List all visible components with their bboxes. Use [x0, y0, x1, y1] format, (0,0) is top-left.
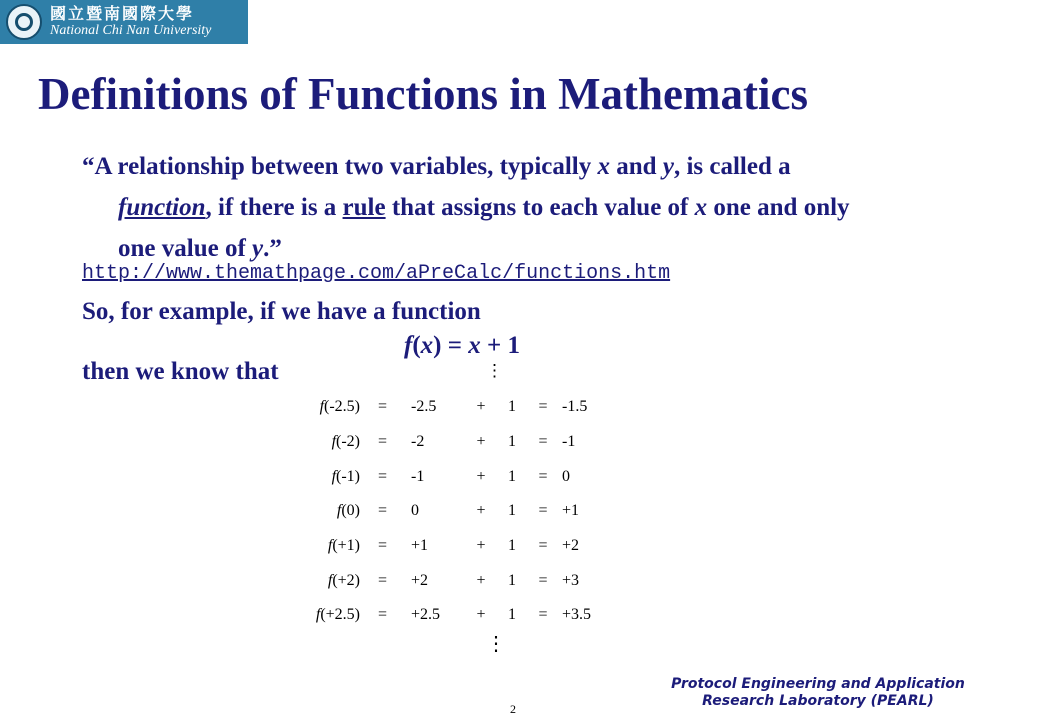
cell-eq2: = — [538, 433, 548, 451]
cell-plus: + — [476, 606, 486, 624]
table-row — [290, 598, 632, 633]
table-row — [290, 494, 632, 529]
quote-text: one and only one value of — [118, 194, 850, 262]
cell-res: +3 — [562, 571, 580, 589]
cell-one: 1 — [508, 502, 516, 520]
page-number: 2 — [510, 702, 516, 716]
quote-var-x: x — [597, 153, 611, 180]
ellipsis-top-icon: ⋮ — [486, 361, 503, 380]
quote-text: , if there is a — [205, 194, 343, 221]
cell-name: f(-2.5) — [319, 398, 360, 416]
cell-eq: = — [377, 398, 388, 416]
cell-x: -2 — [411, 433, 425, 451]
cell-res: -1 — [562, 433, 576, 451]
cell-eq2: = — [538, 571, 548, 589]
cell-name: f(-1) — [331, 467, 360, 485]
definition-quote — [82, 146, 878, 269]
cell-res: +2 — [562, 537, 580, 555]
cell-x: +1 — [411, 537, 429, 555]
cell-x: -2.5 — [411, 398, 437, 416]
cell-eq2: = — [538, 537, 548, 555]
ellipsis-bottom-icon: ⋮ — [486, 633, 506, 655]
cell-plus: + — [476, 537, 486, 555]
cell-eq: = — [377, 433, 388, 451]
cell-eq: = — [377, 467, 388, 485]
university-logo — [0, 0, 248, 44]
cell-eq: = — [377, 537, 388, 555]
university-seal-icon — [6, 4, 42, 40]
footer-line: Research Laboratory (PEARL) — [702, 693, 934, 709]
table-row — [290, 459, 632, 494]
source-link[interactable]: http://www.themathpage.com/aPreCalc/functions.htm — [82, 262, 671, 285]
table-row — [290, 425, 632, 460]
function-formula — [404, 332, 520, 360]
cell-eq2: = — [538, 502, 548, 520]
cell-plus: + — [476, 433, 486, 451]
cell-plus: + — [476, 398, 486, 416]
table-row — [290, 563, 632, 598]
cell-x: +2 — [411, 571, 429, 589]
cell-res: 0 — [562, 467, 570, 485]
cell-res: +3.5 — [562, 606, 592, 624]
slide-title: Definitions of Functions in Mathematics — [38, 69, 808, 119]
cell-res: +1 — [562, 502, 580, 520]
cell-one: 1 — [508, 606, 516, 624]
cell-one: 1 — [508, 467, 516, 485]
cell-plus: + — [476, 571, 486, 589]
cell-x: -1 — [411, 467, 425, 485]
formula-text: ( — [412, 332, 421, 359]
cell-x: +2.5 — [411, 606, 441, 624]
cell-one: 1 — [508, 571, 516, 589]
rule-keyword: rule — [342, 194, 386, 221]
formula-text: ) = — [433, 332, 469, 359]
footer-lab-name — [648, 676, 988, 710]
quote-text: and — [610, 153, 663, 180]
cell-plus: + — [476, 467, 486, 485]
cell-eq: = — [377, 606, 388, 624]
quote-text: that assigns to each value of — [385, 194, 695, 221]
example-intro: So, for example, if we have a function — [82, 298, 481, 325]
cell-eq: = — [377, 571, 388, 589]
cell-eq: = — [377, 502, 388, 520]
cell-plus: + — [476, 502, 486, 520]
cell-res: -1.5 — [562, 398, 588, 416]
cell-name: f(+2) — [327, 571, 360, 589]
cell-eq2: = — [538, 606, 548, 624]
formula-x: x — [420, 332, 434, 359]
then-text: then we know that — [82, 358, 279, 385]
formula-text: + 1 — [480, 332, 520, 359]
logo-english-name: National Chi Nan University — [50, 23, 212, 39]
quote-text: “A relationship between two variables, typically — [82, 153, 598, 180]
formula-f: f — [404, 332, 413, 359]
logo-chinese-name: 國立暨南國際大學 — [50, 3, 195, 23]
quote-text: , is called a — [673, 153, 791, 180]
logo-text — [50, 5, 211, 39]
quote-text: .” — [263, 235, 282, 262]
quote-var-y: y — [662, 153, 674, 180]
quote-var-y: y — [252, 235, 264, 262]
cell-name: f(+2.5) — [315, 606, 360, 624]
cell-name: f(+1) — [327, 537, 360, 555]
formula-x: x — [468, 332, 481, 359]
cell-one: 1 — [508, 398, 516, 416]
cell-one: 1 — [508, 433, 516, 451]
function-keyword: function — [118, 194, 206, 221]
function-values-table — [290, 390, 632, 633]
cell-eq2: = — [538, 398, 548, 416]
quote-var-x: x — [694, 194, 708, 221]
cell-x: 0 — [411, 502, 419, 520]
table-row — [290, 390, 632, 425]
cell-one: 1 — [508, 537, 516, 555]
table-row — [290, 529, 632, 564]
footer-line: Protocol Engineering and Application — [671, 676, 965, 692]
cell-name: f(0) — [336, 502, 360, 520]
cell-eq2: = — [538, 467, 548, 485]
cell-name: f(-2) — [331, 433, 360, 451]
